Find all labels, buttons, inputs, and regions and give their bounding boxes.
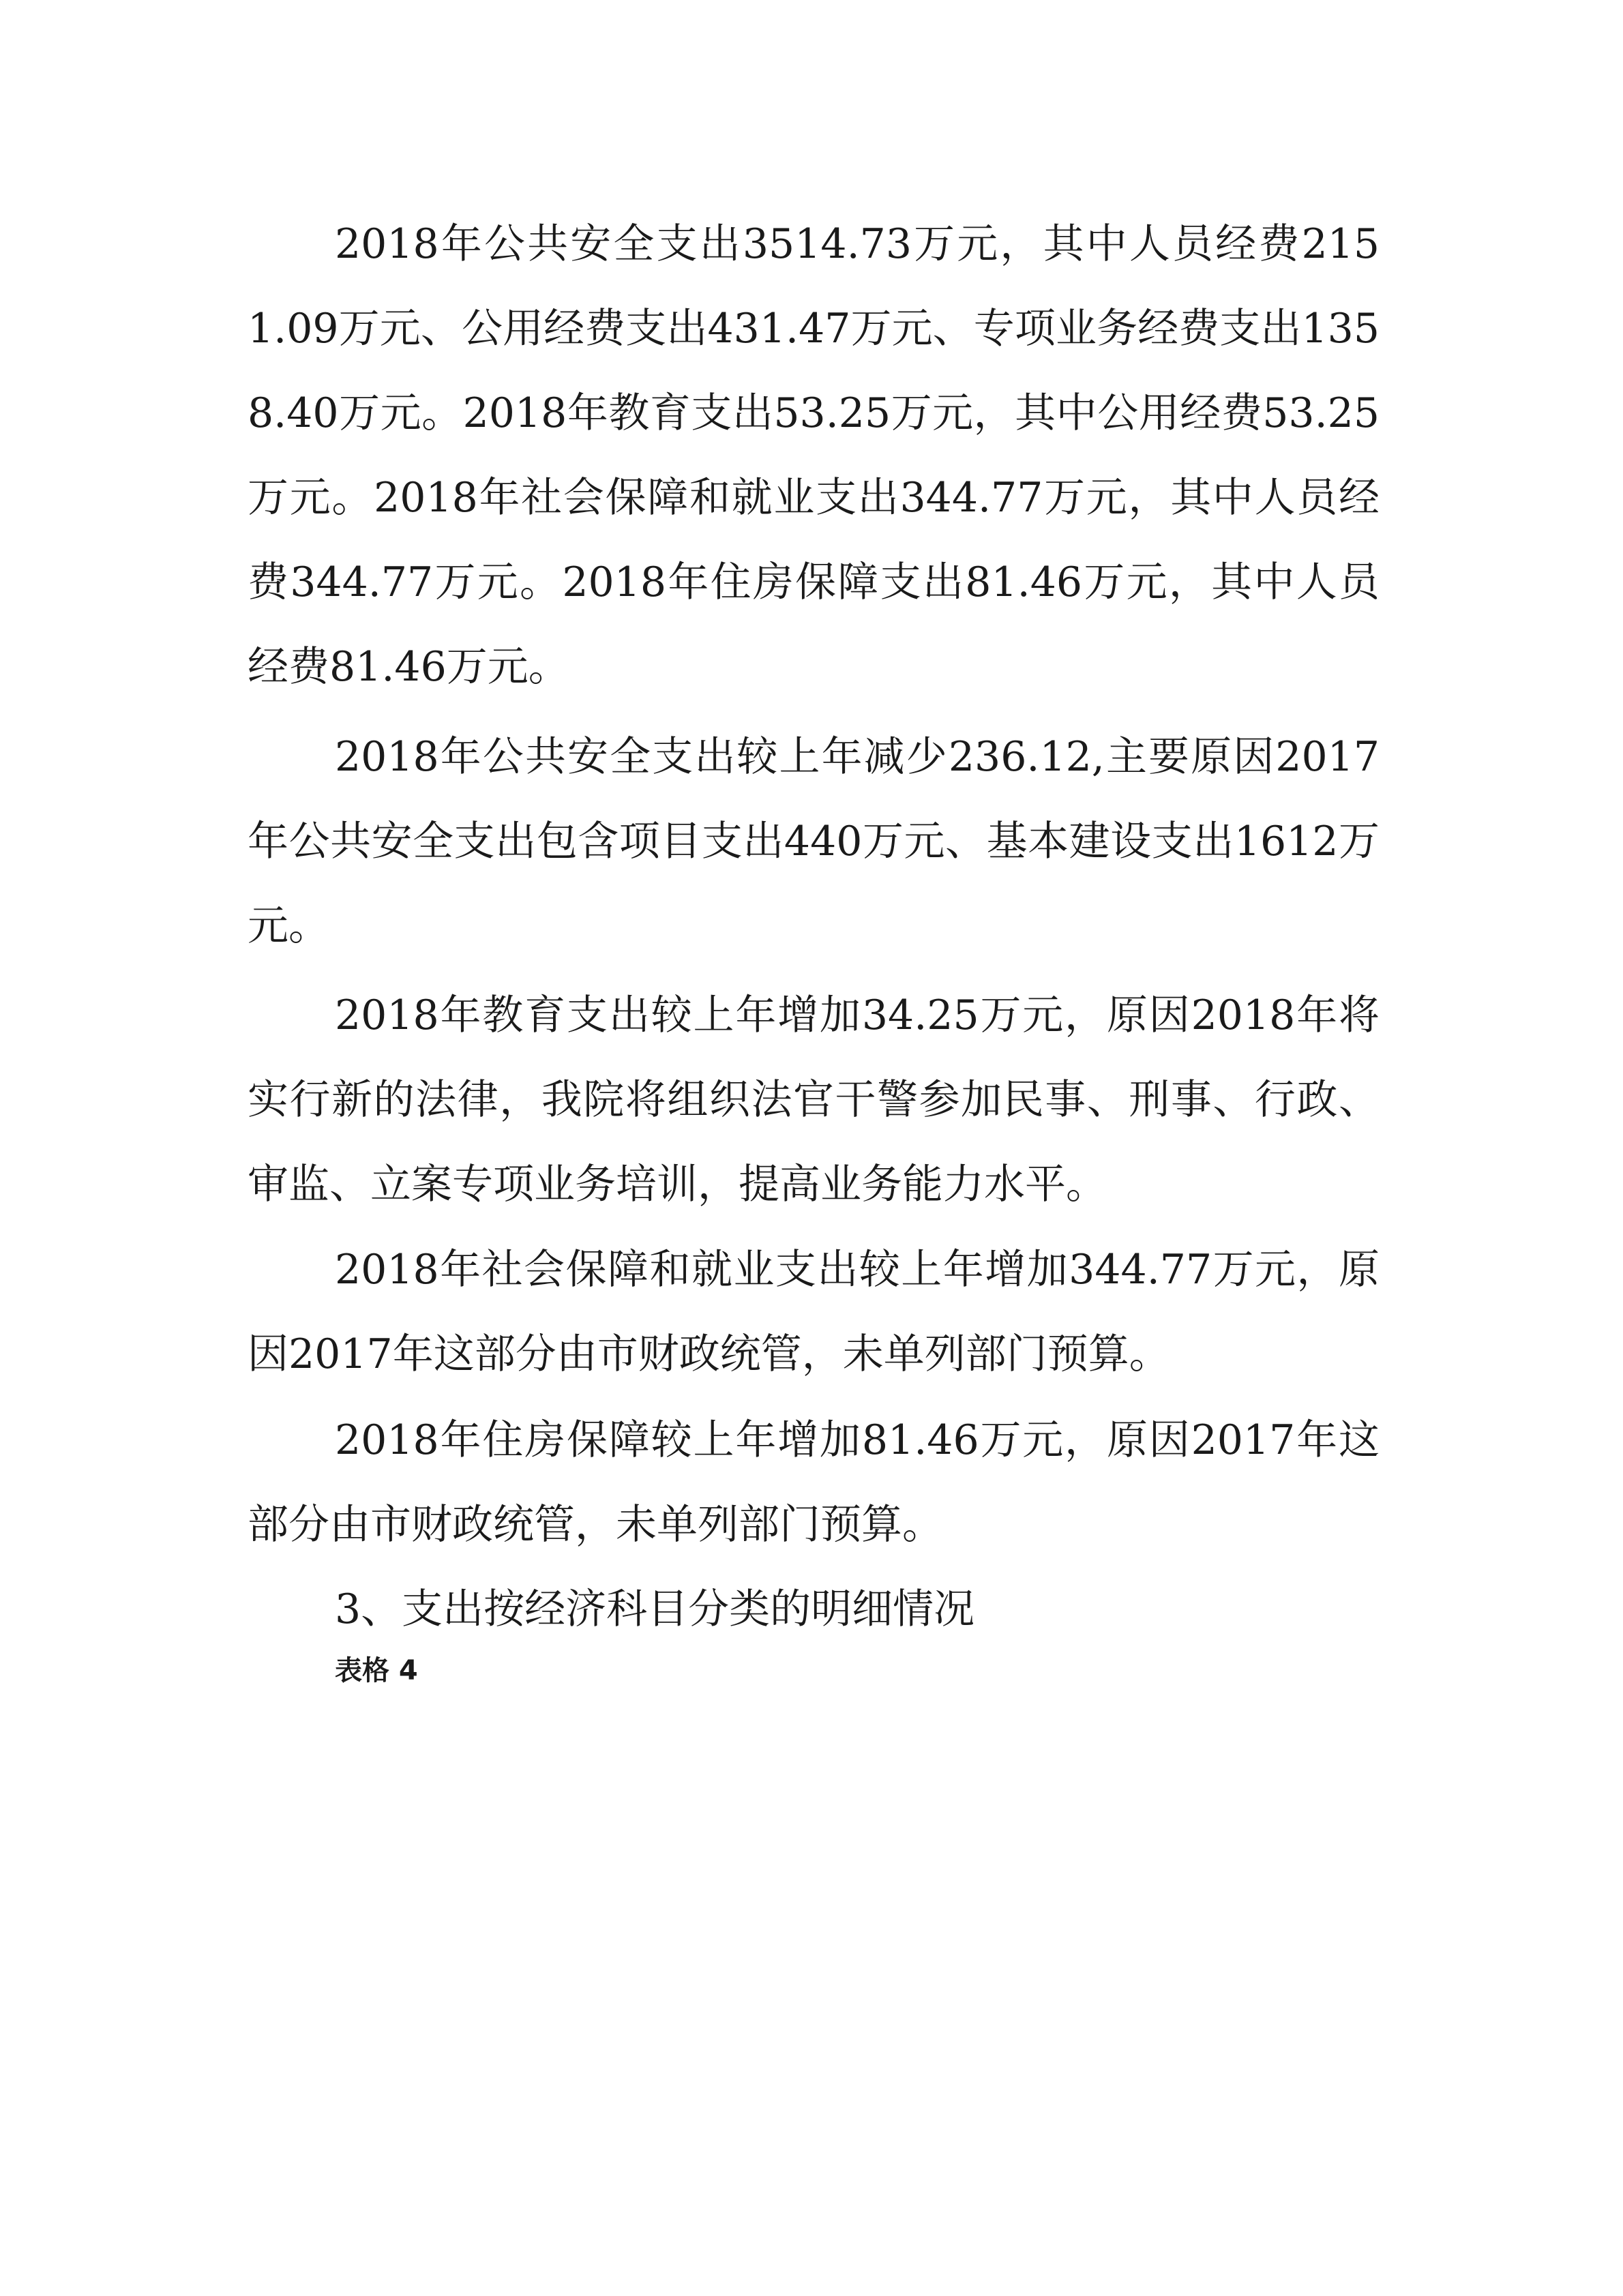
paragraph-text: 2018年住房保障较上年增加81.46万元，原因2017年这部分由市财政统管，未单列部门预算。: [248, 1416, 1380, 1549]
paragraph-expenditure-breakdown: [248, 202, 1380, 709]
table-caption: 表格 4: [335, 1655, 418, 1686]
paragraph-housing-change: [248, 1398, 1380, 1567]
paragraph-text: 2018年公共安全支出较上年减少236.12,主要原因2017年公共安全支出包含项目支出440万元、基本建设支出1612万元。: [248, 733, 1380, 950]
section-heading: [248, 1567, 1380, 1652]
paragraph-text: 2018年公共安全支出3514.73万元，其中人员经费2151.09万元、公用经费支出431.47万元、专项业务经费支出1358.40万元。2018年教育支出53.25万元，其中公用经费53.25万元。2018年社会保障和就业支出344.77万元，其中人员经费344.77万元。2018年住房保障支出81.46万元，其中人员经费81.46万元。: [248, 220, 1380, 691]
paragraph-social-security-change: [248, 1227, 1380, 1397]
paragraph-education-change: [248, 973, 1380, 1227]
section-heading-text: 3、支出按经济科目分类的明细情况: [335, 1585, 975, 1633]
paragraph-text: 2018年教育支出较上年增加34.25万元，原因2018年将实行新的法律，我院将组织法官干警参加民事、刑事、行政、审监、立案专项业务培训，提高业务能力水平。: [248, 992, 1380, 1208]
paragraph-text: 2018年社会保障和就业支出较上年增加344.77万元，原因2017年这部分由市财政统管，未单列部门预算。: [248, 1246, 1380, 1378]
paragraph-public-security-change: [248, 715, 1380, 968]
